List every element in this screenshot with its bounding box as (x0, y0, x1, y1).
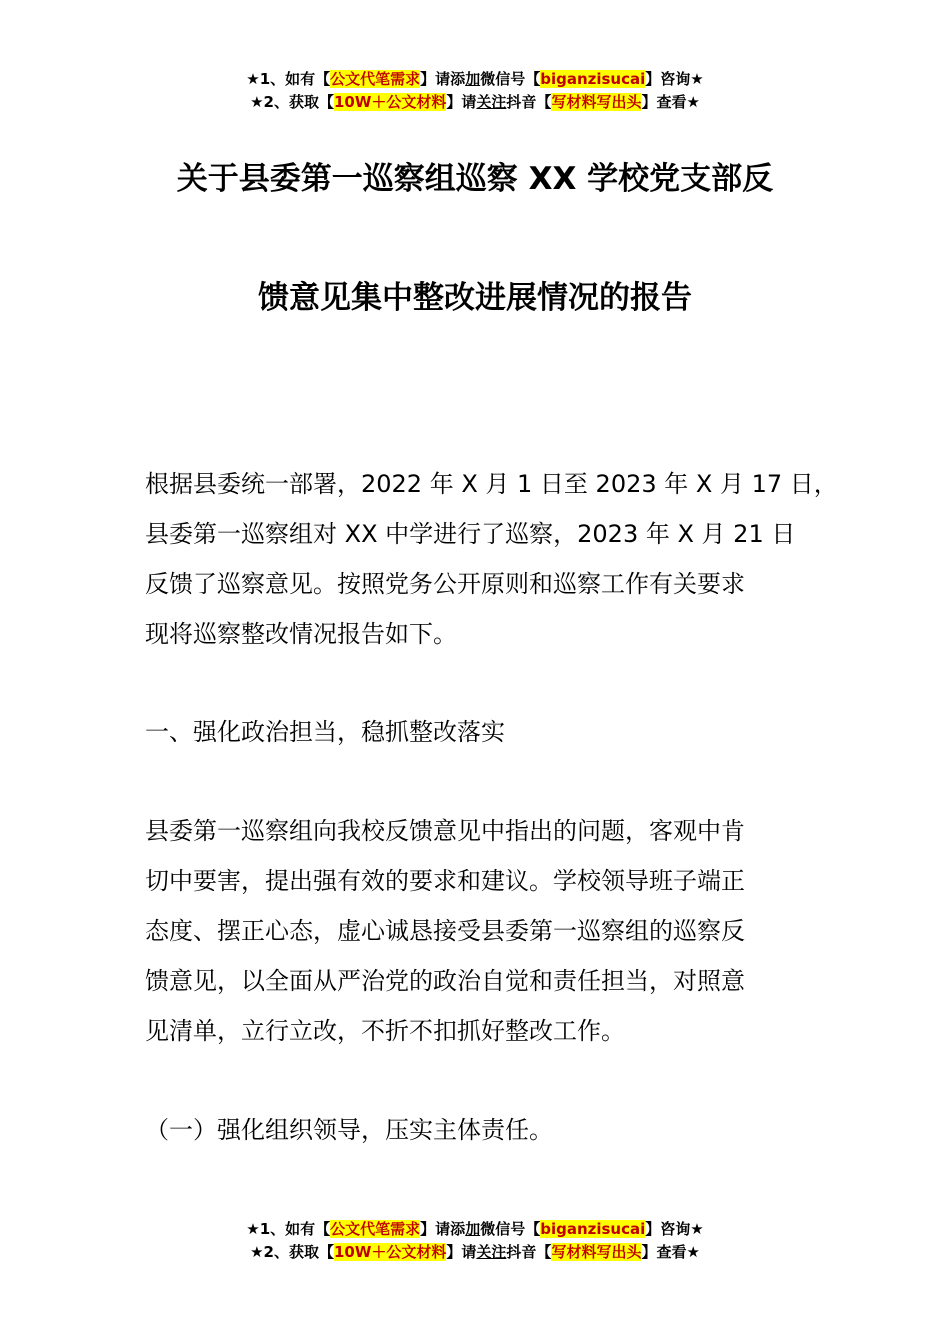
banner-text: 微信号【 (480, 70, 541, 88)
banner-text: 抖音【 (506, 1243, 552, 1261)
document-title-line-2: 馈意见集中整改进展情况的报告 (258, 280, 692, 316)
paragraph-line: 现将巡察整改情况报告如下。 (145, 620, 457, 648)
section-heading-1: 一、强化政治担当，稳抓整改落实 (145, 718, 505, 746)
banner-line-2 (0, 91, 950, 114)
banner-line-1 (0, 1218, 950, 1241)
banner-underline: 关注 (476, 1243, 507, 1261)
banner-text: 】查看★ (641, 93, 700, 111)
banner-underline: 加 (465, 70, 481, 88)
paragraph-line: 县委第一巡察组对 XX 中学进行了巡察，2023 年 X 月 21 日 (145, 520, 796, 548)
banner-text: 】请 (446, 93, 477, 111)
paragraph-line: 态度、摆正心态，虚心诚恳接受县委第一巡察组的巡察反 (145, 917, 745, 945)
banner-text: 微信号【 (480, 1220, 541, 1238)
paragraph-intro (145, 459, 838, 659)
banner-highlight: 公文代笔需求 (330, 70, 421, 88)
banner-text: 】查看★ (641, 1243, 700, 1261)
header-banner (0, 68, 950, 114)
banner-highlight: 写材料写出头 (551, 93, 642, 111)
banner-highlight: biganzisucai (540, 1220, 646, 1238)
paragraph-line: 切中要害，提出强有效的要求和建议。学校领导班子端正 (145, 867, 745, 895)
banner-text: 】请添 (420, 70, 466, 88)
banner-highlight: 10W＋公文材料 (333, 93, 447, 111)
sub-heading-1: （一）强化组织领导，压实主体责任。 (145, 1116, 553, 1144)
banner-line-2 (0, 1241, 950, 1264)
paragraph-line: 县委第一巡察组向我校反馈意见中指出的问题，客观中肯 (145, 817, 745, 845)
banner-highlight: 公文代笔需求 (330, 1220, 421, 1238)
banner-text: 抖音【 (506, 93, 552, 111)
banner-text: ★2、获取【 (250, 1243, 334, 1261)
banner-text: 】咨询★ (645, 70, 704, 88)
banner-text: 】请 (446, 1243, 477, 1261)
paragraph-line: 见清单，立行立改，不折不扣抓好整改工作。 (145, 1017, 625, 1045)
banner-text: 】咨询★ (645, 1220, 704, 1238)
paragraph-line: 反馈了巡察意见。按照党务公开原则和巡察工作有关要求 (145, 570, 745, 598)
banner-highlight: biganzisucai (540, 70, 646, 88)
banner-highlight: 写材料写出头 (551, 1243, 642, 1261)
banner-line-1 (0, 68, 950, 91)
footer-banner (0, 1218, 950, 1264)
banner-highlight: 10W＋公文材料 (333, 1243, 447, 1261)
banner-text: ★2、获取【 (250, 93, 334, 111)
paragraph-section-1 (145, 806, 815, 1056)
banner-text: ★1、如有【 (246, 1220, 331, 1238)
paragraph-line: 馈意见，以全面从严治党的政治自觉和责任担当，对照意 (145, 967, 745, 995)
banner-text: ★1、如有【 (246, 70, 331, 88)
paragraph-line: 根据县委统一部署，2022 年 X 月 1 日至 2023 年 X 月 17 日， (145, 470, 838, 498)
banner-underline: 关注 (476, 93, 507, 111)
banner-underline: 加 (465, 1220, 481, 1238)
document-title-line-1: 关于县委第一巡察组巡察 XX 学校党支部反 (176, 161, 774, 197)
banner-text: 】请添 (420, 1220, 466, 1238)
